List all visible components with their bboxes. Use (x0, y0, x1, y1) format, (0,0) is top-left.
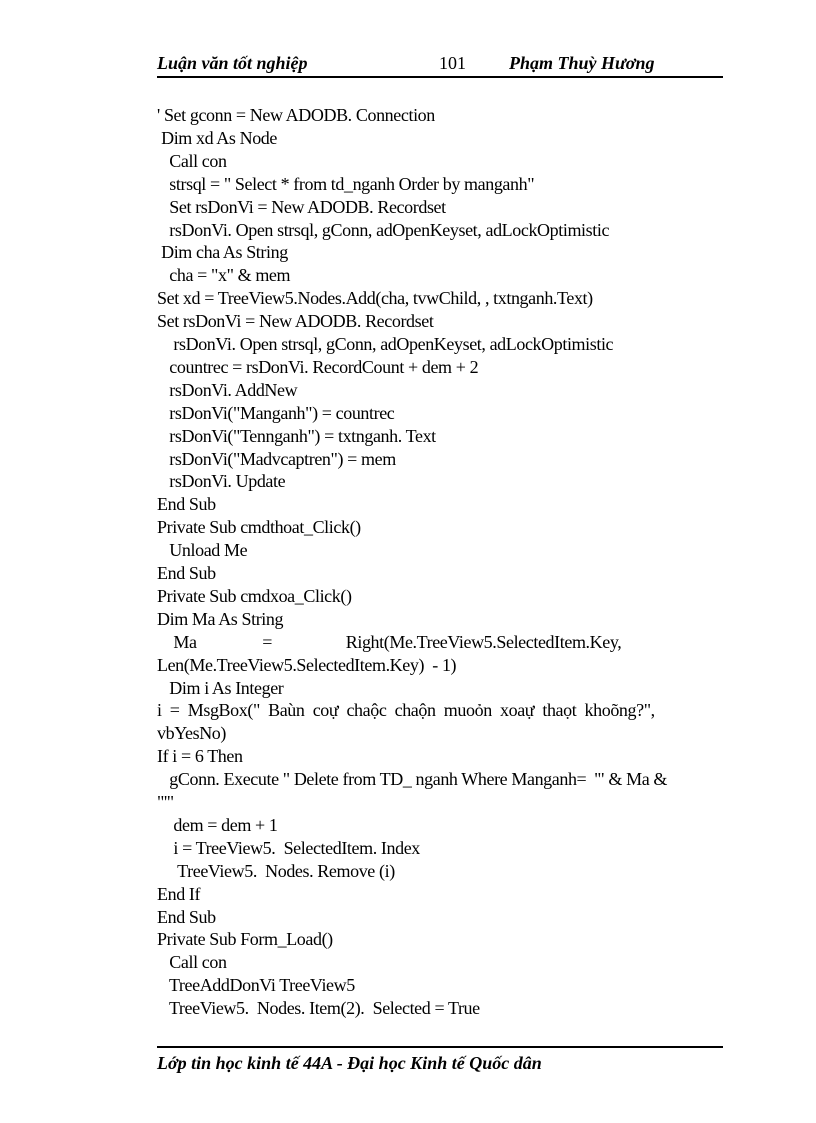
code-line: End Sub (157, 906, 216, 927)
code-line: rsDonVi. Update (157, 471, 286, 492)
code-line: rsDonVi. Open strsql, gConn, adOpenKeyset, adLockOptimistic (157, 219, 610, 240)
code-line: Len(Me.TreeView5.SelectedItem.Key) - 1) (157, 654, 457, 675)
header-thesis-title: Luận văn tốt nghiệp (157, 53, 308, 73)
code-line: Set rsDonVi = New ADODB. Recordset (157, 196, 446, 217)
code-line: Dim cha As String (157, 242, 288, 263)
code-line: "'" (157, 792, 174, 812)
code-line: If i = 6 Then (157, 746, 243, 767)
code-line: i = TreeView5. SelectedItem. Index (157, 837, 420, 858)
code-line: End If (157, 883, 201, 904)
code-line: Private Sub cmdxoa_Click() (157, 585, 352, 606)
code-line: rsDonVi("Manganh") = countrec (157, 402, 395, 423)
code-line: Private Sub cmdthoat_Click() (157, 517, 361, 538)
page-header (157, 52, 723, 78)
code-line: Dim xd As Node (157, 127, 278, 148)
page-footer (157, 1046, 723, 1073)
code-line: End Sub (157, 563, 216, 583)
code-line: dem = dem + 1 (157, 814, 278, 835)
code-line: Set rsDonVi = New ADODB. Recordset (157, 311, 434, 332)
code-line: Dim Ma As String (157, 608, 284, 629)
code-line: Set xd = TreeView5.Nodes.Add(cha, tvwChild, , txtnganh.Text) (157, 288, 593, 309)
code-line: rsDonVi("Madvcaptren") = mem (157, 448, 396, 469)
code-line: rsDonVi("Tennganh") = txtnganh. Text (157, 425, 436, 446)
footer-class-info: Lớp tin học kinh tế 44A - Đại học Kinh tế Quốc dân (157, 1053, 542, 1073)
code-line: Private Sub Form_Load() (157, 929, 333, 950)
code-line: TreeView5. Nodes. Item(2). Selected = True (157, 998, 480, 1019)
code-line: Ma = Right(Me.TreeView5.SelectedItem.Key, (157, 631, 622, 652)
code-line: rsDonVi. Open strsql, gConn, adOpenKeyset, adLockOptimistic (157, 334, 614, 354)
code-line: gConn. Execute " Delete from TD_ nganh Where Manganh= '" & Ma & (157, 769, 667, 790)
code-line: TreeView5. Nodes. Remove (i) (157, 860, 395, 881)
code-line: Call con (157, 952, 227, 973)
code-line: End Sub (157, 494, 216, 515)
code-line: rsDonVi. AddNew (157, 379, 298, 400)
code-line: Call con (157, 150, 227, 171)
code-line: Dim i As Integer (157, 677, 284, 698)
code-line: strsql = " Select * from td_nganh Order by manganh" (157, 173, 535, 194)
code-line: countrec = rsDonVi. RecordCount + dem + 2 (157, 356, 479, 377)
header-page-number: 101 (439, 53, 466, 73)
code-line: TreeAddDonVi TreeView5 (157, 975, 355, 996)
code-line: i = MsgBox(" Baùn coự chaộc chaộn muoỏn xoaự thaọt khoõng?", (157, 700, 655, 721)
code-line: ' Set gconn = New ADODB. Connection (157, 105, 435, 125)
code-line: Unload Me (157, 540, 248, 561)
header-author: Phạm Thuỳ Hương (509, 53, 655, 73)
code-line: cha = "x" & mem (157, 265, 291, 286)
code-line: vbYesNo) (157, 723, 226, 744)
